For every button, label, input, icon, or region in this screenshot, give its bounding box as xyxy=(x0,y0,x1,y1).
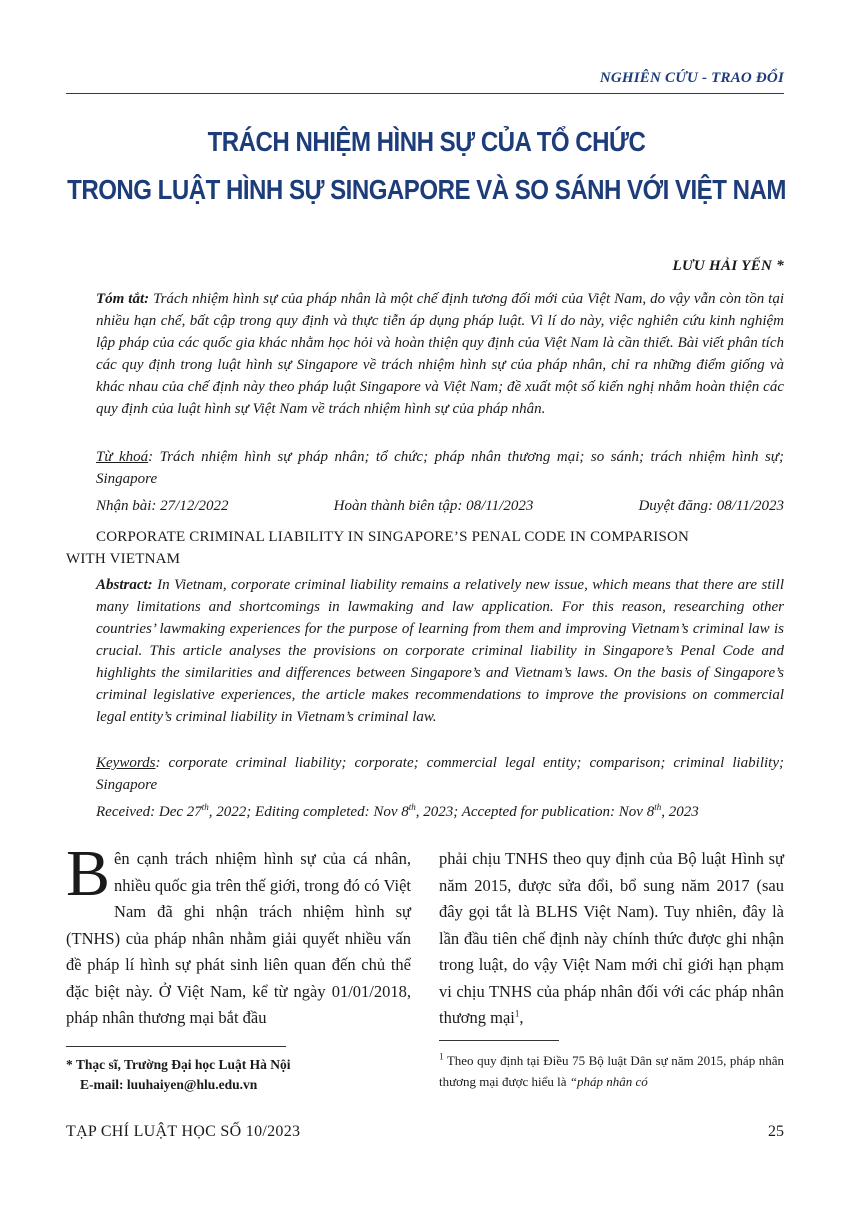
header-divider xyxy=(66,93,784,94)
vn-abstract xyxy=(96,288,784,420)
footnote-ref-1: 1 xyxy=(514,1008,520,1019)
en-abstract-label: Abstract: xyxy=(96,577,153,593)
en-received-sup: th xyxy=(201,802,209,812)
vn-keywords-label: Từ khoá xyxy=(96,449,149,465)
article-title xyxy=(60,118,794,214)
footnote-1-quote: “pháp nhân có xyxy=(569,1074,648,1089)
vn-received-date: Nhận bài: 27/12/2022 xyxy=(96,498,229,514)
en-editing-sup: th xyxy=(408,802,416,812)
en-received-text: Received: Dec 27 xyxy=(96,804,202,820)
section-label: NGHIÊN CỨU - TRAO ĐỔI xyxy=(599,70,784,86)
drop-cap: B xyxy=(66,837,111,910)
author-name: LƯU HẢI YẾN * xyxy=(672,258,784,274)
vn-dates xyxy=(96,498,784,515)
author-email: E-mail: luuhaiyen@hlu.edu.vn xyxy=(80,1077,258,1092)
vn-accepted-date: Duyệt đăng: 08/11/2023 xyxy=(638,498,784,514)
title-line-1: TRÁCH NHIỆM HÌNH SỰ CỦA TỔ CHỨC xyxy=(207,126,646,157)
english-title-line-2: WITH VIETNAM xyxy=(66,551,181,567)
page-number: 25 xyxy=(768,1123,784,1140)
en-editing-text: , 2022; Editing completed: Nov 8 xyxy=(208,804,409,820)
footnote-1 xyxy=(439,1050,784,1092)
journal-name: TẠP CHÍ LUẬT HỌC SỐ 10/2023 xyxy=(66,1123,301,1140)
english-title xyxy=(66,526,784,570)
body-column-left xyxy=(66,837,411,1032)
en-keywords xyxy=(96,752,784,796)
footnote-divider-right xyxy=(439,1040,559,1041)
en-accepted-sup: th xyxy=(654,802,662,812)
vn-keywords xyxy=(96,446,784,490)
author-footnote xyxy=(66,1055,290,1095)
en-accepted-year: , 2023 xyxy=(661,804,699,820)
english-title-line-1: CORPORATE CRIMINAL LIABILITY IN SINGAPORE’S PENAL CODE IN COMPARISON xyxy=(96,529,690,545)
en-abstract xyxy=(96,574,784,728)
en-keywords-label: Keywords xyxy=(96,755,156,771)
body-right-text: phải chịu TNHS theo quy định của Bộ luật Hình sự năm 2015, được sửa đổi, bổ sung năm 2017 (sau đây gọi tắt là BLHS Việt Nam). Tuy nhiên, đây là lần đầu tiên chế định này chính thức được ghi nhận trong luật, do vậy Việt Nam mới chỉ giới hạn phạm vi chịu TNHS của pháp nhân đối với các pháp nhân thương mại xyxy=(439,849,784,1027)
footnote-1-text: Theo quy định tại Điều 75 Bộ luật Dân sự năm 2015, pháp nhân thương mại được hiểu là xyxy=(439,1053,785,1089)
vn-editing-date: Hoàn thành biên tập: 08/11/2023 xyxy=(333,498,534,514)
body-column-right xyxy=(439,846,784,1032)
author-affiliation: * Thạc sĩ, Trường Đại học Luật Hà Nội xyxy=(66,1057,291,1072)
en-keywords-text: : corporate criminal liability; corporate; commercial legal entity; comparison; criminal liability; Singapore xyxy=(96,755,784,793)
en-accepted-text: , 2023; Accepted for publication: Nov 8 xyxy=(415,804,655,820)
footnote-1-number: 1 xyxy=(439,1051,444,1062)
vn-abstract-text: Trách nhiệm hình sự của pháp nhân là một chế định tương đối mới của Việt Nam, do vậy vẫn còn tồn tại nhiều hạn chế, bất cập trong quy định và thực tiễn áp dụng pháp luật. Vì lí do này, việc nghiên cứu kinh nghiệm lập pháp của các quốc gia khác nhằm học hỏi và hoàn thiện quy định của Việt Nam là cần thiết. Bài viết phân tích các quy định trong luật hình sự Singapore về trách nhiệm hình sự của pháp nhân, chỉ ra những điểm giống và khác nhau của chế định này theo pháp luật Singapore và Việt Nam; đề xuất một số kiến nghị nhằm hoàn thiện các quy định của luật hình sự Việt Nam về trách nhiệm hình sự của pháp nhân. xyxy=(96,291,784,417)
en-abstract-text: In Vietnam, corporate criminal liability remains a relatively new issue, which means that there are still many limitations and shortcomings in lawmaking and law application. For this reason, researching other countries’ lawmaking experiences for the purpose of learning from them and improving Vietnam’s criminal law is crucial. This article analyses the provisions on corporate criminal liability in Singapore’s Penal Code and highlights the similarities and differences between Singapore’s and Vietnam’s laws. On the basis of Singapore’s criminal legislative experiences, the article makes recommendations to improve the provisions on commercial legal entity’s criminal liability in Vietnam’s criminal law. xyxy=(96,577,785,725)
en-dates xyxy=(96,801,784,823)
body-right-end: , xyxy=(519,1008,524,1027)
vn-abstract-label: Tóm tắt: xyxy=(96,291,150,307)
vn-keywords-text: : Trách nhiệm hình sự pháp nhân; tổ chức; pháp nhân thương mại; so sánh; trách nhiệm hình sự; Singapore xyxy=(96,449,784,487)
body-left-text: ên cạnh trách nhiệm hình sự của cá nhân, nhiều quốc gia trên thế giới, trong đó có Việt Nam đã ghi nhận trách nhiệm hình sự (TNHS) của pháp nhân nhằm giải quyết nhiều vấn đề pháp lí hình sự phát sinh liên quan đến chủ thể đặc biệt này. Ở Việt Nam, kể từ ngày 01/01/2018, pháp nhân thương mại bắt đầu xyxy=(66,849,411,1027)
title-line-2: TRONG LUẬT HÌNH SỰ SINGAPORE VÀ SO SÁNH VỚI VIỆT NAM xyxy=(67,174,786,205)
footnote-divider-left xyxy=(66,1046,286,1047)
